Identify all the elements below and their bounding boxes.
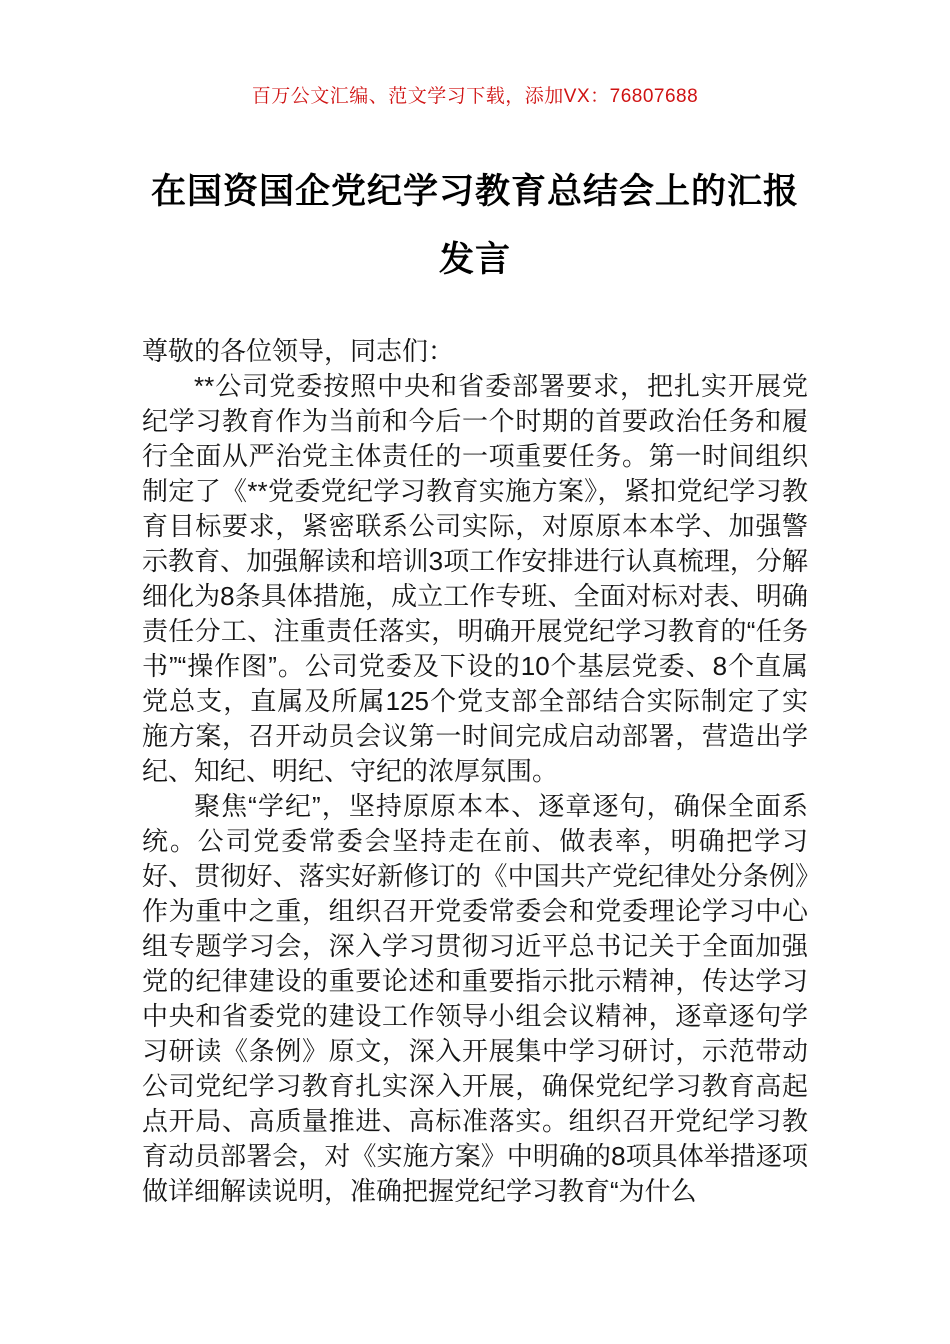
document-title: 在国资国企党纪学习教育总结会上的汇报发言 [150,172,799,279]
promo-banner: 百万公文汇编、范文学习下载，添加VX：76807688 [251,86,699,107]
paragraph: 聚焦“学纪”，坚持原原本本、逐章逐句，确保全面系统。公司党委常委会坚持走在前、做表率，明确把学习好、贯彻好、落实好新修订的《中国共产党纪律处分条例》作为重中之重，组织召开党委常委会和党委理论学习中心组专题学习会，深入学习贯彻习近平总书记关于全面加强党的纪律建设的重要论述和重要指示批示精神，传达学习中央和省委党的建设工作领导小组会议精神，逐章逐句学习研读《条例》原文，深入开展集中学习研讨，示范带动公司党纪学习教育扎实深入开展，确保党纪学习教育高起点开局、高质量推进、高标准落实。组织召开党纪学习教育动员部署会，对《实施方案》中明确的8项具体举措逐项做详细解读说明，准确把握党纪学习教育“为什么 [142,791,808,1206]
paragraph: **公司党委按照中央和省委部署要求，把扎实开展党纪学习教育作为当前和今后一个时期的首要政治任务和履行全面从严治党主体责任的一项重要任务。第一时间组织制定了《**党委党纪学习教育实施方案》，紧扣党纪学习教育目标要求，紧密联系公司实际，对原原本本学、加强警示教育、加强解读和培训3项工作安排进行认真梳理，分解细化为8条具体措施，成立工作专班、全面对标对表、明确责任分工、注重责任落实，明确开展党纪学习教育的“任务书”“操作图”。公司党委及下设的10个基层党委、8个直属党总支，直属及所属125个党支部全部结合实际制定了实施方案，召开动员会议第一时间完成启动部署，营造出学纪、知纪、明纪、守纪的浓厚氛围。 [142,371,808,786]
salutation-line: 尊敬的各位领导，同志们： [142,336,455,366]
document-body [142,334,808,1209]
